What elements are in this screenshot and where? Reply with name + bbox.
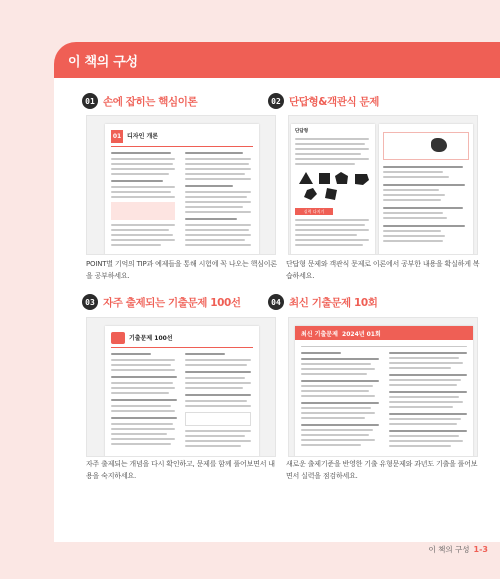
text-line-placeholder <box>295 138 369 140</box>
section-2-header <box>268 92 458 110</box>
text-line-placeholder <box>185 158 251 160</box>
page-footer <box>429 544 488 555</box>
text-line-placeholder <box>295 229 369 231</box>
section-4-number: 04 <box>268 294 284 310</box>
section-1-thumbnail <box>86 115 276 255</box>
section-4-header <box>268 293 458 311</box>
text-line-placeholder <box>389 352 467 354</box>
text-line-placeholder <box>185 394 251 396</box>
text-line-placeholder <box>301 373 367 375</box>
section-4-description: 새로운 출제기준을 반영한 기출 유형문제와 과년도 기출을 풀어보면서 실력을 점검하세요. <box>286 460 478 480</box>
text-line-placeholder <box>185 387 243 389</box>
text-line-placeholder <box>383 217 447 219</box>
text-line-placeholder <box>185 400 247 402</box>
text-line-placeholder <box>389 384 457 386</box>
text-line-placeholder <box>383 230 441 232</box>
text-line-placeholder <box>111 376 177 378</box>
text-line-placeholder <box>111 438 175 440</box>
text-line-placeholder <box>185 229 249 231</box>
section-3-number: 03 <box>82 294 98 310</box>
text-line-placeholder <box>389 401 463 403</box>
text-line-placeholder <box>295 239 369 241</box>
text-line-placeholder <box>185 435 245 437</box>
section-4 <box>268 293 458 311</box>
text-line-placeholder <box>389 445 451 447</box>
text-line-placeholder <box>301 444 361 446</box>
text-line-placeholder <box>295 234 357 236</box>
text-line-placeholder <box>111 163 173 165</box>
section-banner <box>54 42 500 78</box>
chapter-chip: 01 <box>111 130 123 143</box>
text-line-placeholder <box>111 180 163 182</box>
section-2-thumbnail <box>288 115 478 255</box>
text-line-placeholder <box>111 229 169 231</box>
text-line-placeholder <box>111 234 173 236</box>
question-box <box>383 132 469 160</box>
section-4-thumbnail <box>288 317 478 457</box>
text-line-placeholder <box>185 371 251 373</box>
text-line-placeholder <box>111 405 171 407</box>
text-line-placeholder <box>389 396 459 398</box>
section-2-title: 단답형&객관식 문제 <box>289 95 379 108</box>
text-line-placeholder <box>301 352 341 354</box>
text-line-placeholder <box>111 364 171 366</box>
text-line-placeholder <box>111 239 175 241</box>
text-line-placeholder <box>111 443 171 445</box>
shape-figure <box>431 138 447 152</box>
text-line-placeholder <box>185 168 251 170</box>
text-line-placeholder <box>383 171 443 173</box>
section-2-description: 단답형 문제와 객관식 문제로 이론에서 공부한 내용을 확실하게 복습하세요. <box>286 260 480 280</box>
text-line-placeholder <box>185 178 251 180</box>
tip-box <box>111 202 175 220</box>
section-1-title: 손에 잡히는 핵심이론 <box>103 95 198 108</box>
text-line-placeholder <box>295 219 369 221</box>
text-line-placeholder <box>389 379 461 381</box>
text-line-placeholder <box>185 206 243 208</box>
text-line-placeholder <box>185 377 245 379</box>
text-line-placeholder <box>301 434 369 436</box>
text-line-placeholder <box>185 239 245 241</box>
thumbnail-page <box>105 124 259 255</box>
text-line-placeholder <box>111 387 175 389</box>
text-line-placeholder <box>301 424 379 426</box>
section-2-number: 02 <box>268 93 284 109</box>
text-line-placeholder <box>389 418 461 420</box>
thumbnail-heading: 최신 기출문제 2024년 01회 <box>301 331 381 338</box>
text-line-placeholder <box>301 358 379 360</box>
text-line-placeholder <box>383 240 443 242</box>
text-line-placeholder <box>389 391 467 393</box>
text-line-placeholder <box>383 166 463 168</box>
thumbnail-heading: 기출문제 100선 <box>129 335 173 342</box>
text-line-placeholder <box>301 395 375 397</box>
thumbnail-heading: 단답형 <box>295 129 309 134</box>
text-line-placeholder <box>389 374 467 376</box>
text-line-placeholder <box>111 399 177 401</box>
page-number: 1-3 <box>473 545 488 554</box>
text-line-placeholder <box>383 194 445 196</box>
text-line-placeholder <box>111 417 177 419</box>
text-line-placeholder <box>383 225 465 227</box>
text-line-placeholder <box>389 423 457 425</box>
heading-rule <box>111 146 253 147</box>
text-line-placeholder <box>185 185 233 187</box>
text-line-placeholder <box>185 218 237 220</box>
answer-box <box>185 412 251 426</box>
text-line-placeholder <box>383 199 441 201</box>
text-line-placeholder <box>111 168 175 170</box>
text-line-placeholder <box>185 440 251 442</box>
text-line-placeholder <box>185 196 247 198</box>
text-line-placeholder <box>301 439 375 441</box>
text-line-placeholder <box>301 402 379 404</box>
footer-label: 이 책의 구성 <box>428 545 470 554</box>
text-line-placeholder <box>111 410 175 412</box>
text-line-placeholder <box>111 392 169 394</box>
text-line-placeholder <box>111 353 151 355</box>
section-3-description: 자주 출제되는 개념을 다시 확인하고, 문제를 함께 풀어보면서 내용을 숙지하세요. <box>86 460 275 480</box>
text-line-placeholder <box>383 212 443 214</box>
text-line-placeholder <box>301 407 371 409</box>
text-line-placeholder <box>111 382 173 384</box>
section-1-header <box>82 92 272 110</box>
text-line-placeholder <box>301 417 365 419</box>
text-line-placeholder <box>383 235 445 237</box>
text-line-placeholder <box>301 380 379 382</box>
text-line-placeholder <box>185 430 251 432</box>
text-line-placeholder <box>185 152 243 154</box>
text-line-placeholder <box>383 207 463 209</box>
text-line-placeholder <box>389 430 467 432</box>
text-line-placeholder <box>295 158 369 160</box>
text-line-placeholder <box>111 359 175 361</box>
banner-title: 이 책의 구성 <box>68 55 138 70</box>
text-line-placeholder <box>111 224 175 226</box>
section-1-number: 01 <box>82 93 98 109</box>
text-line-placeholder <box>111 196 175 198</box>
text-line-placeholder <box>111 369 175 371</box>
text-line-placeholder <box>185 173 245 175</box>
thumbnail-page <box>295 326 473 457</box>
text-line-placeholder <box>185 234 251 236</box>
text-line-placeholder <box>185 359 251 361</box>
text-line-placeholder <box>185 244 251 246</box>
text-line-placeholder <box>111 158 175 160</box>
text-line-placeholder <box>111 244 161 246</box>
section-3-header <box>82 293 272 311</box>
text-line-placeholder <box>295 148 369 150</box>
text-line-placeholder <box>185 405 251 407</box>
text-line-placeholder <box>301 346 467 347</box>
text-line-placeholder <box>301 412 375 414</box>
text-line-placeholder <box>111 433 167 435</box>
text-line-placeholder <box>111 191 171 193</box>
text-line-placeholder <box>185 163 249 165</box>
text-line-placeholder <box>185 224 251 226</box>
text-line-placeholder <box>185 382 251 384</box>
section-3 <box>82 293 272 311</box>
text-line-placeholder <box>389 357 459 359</box>
text-line-placeholder <box>295 163 355 165</box>
text-line-placeholder <box>301 390 369 392</box>
text-line-placeholder <box>295 224 365 226</box>
thumbnail-page <box>105 326 259 457</box>
text-line-placeholder <box>389 435 459 437</box>
text-line-placeholder <box>295 143 365 145</box>
text-line-placeholder <box>389 440 463 442</box>
text-line-placeholder <box>185 191 251 193</box>
text-line-placeholder <box>383 176 449 178</box>
section-2 <box>268 92 458 110</box>
text-line-placeholder <box>301 429 373 431</box>
section-3-thumbnail <box>86 317 276 457</box>
text-line-placeholder <box>389 367 451 369</box>
chapter-chip <box>111 332 125 344</box>
text-line-placeholder <box>185 211 251 213</box>
text-line-placeholder <box>185 364 247 366</box>
text-line-placeholder <box>301 363 371 365</box>
text-line-placeholder <box>389 362 463 364</box>
text-line-placeholder <box>185 201 251 203</box>
section-3-title: 자주 출제되는 기출문제 100선 <box>103 296 241 309</box>
text-line-placeholder <box>111 186 175 188</box>
text-line-placeholder <box>383 189 439 191</box>
thumbnail-heading: 디자인 개론 <box>127 133 159 140</box>
text-line-placeholder <box>389 406 453 408</box>
section-1-description: POINT별 기억의 TIP과 예제들을 통해 시험에 꼭 나오는 핵심이론을 공부하세요. <box>86 260 277 280</box>
text-line-placeholder <box>301 368 375 370</box>
text-line-placeholder <box>295 244 363 246</box>
text-line-placeholder <box>111 423 173 425</box>
thumbnail-left-page <box>291 124 375 255</box>
text-line-placeholder <box>111 152 171 154</box>
text-line-placeholder <box>185 445 241 447</box>
section-1 <box>82 92 272 110</box>
text-line-placeholder <box>301 385 373 387</box>
text-line-placeholder <box>383 184 465 186</box>
heading-rule <box>111 347 253 348</box>
text-line-placeholder <box>185 353 225 355</box>
section-4-title: 최신 기출문제 10회 <box>289 296 378 309</box>
text-line-placeholder <box>295 153 361 155</box>
text-line-placeholder <box>389 413 467 415</box>
text-line-placeholder <box>111 428 175 430</box>
shape-figures <box>297 170 371 202</box>
thumbnail-right-page <box>379 124 473 255</box>
practice-badge: 실력 다지기 <box>295 208 333 215</box>
text-line-placeholder <box>111 173 169 175</box>
